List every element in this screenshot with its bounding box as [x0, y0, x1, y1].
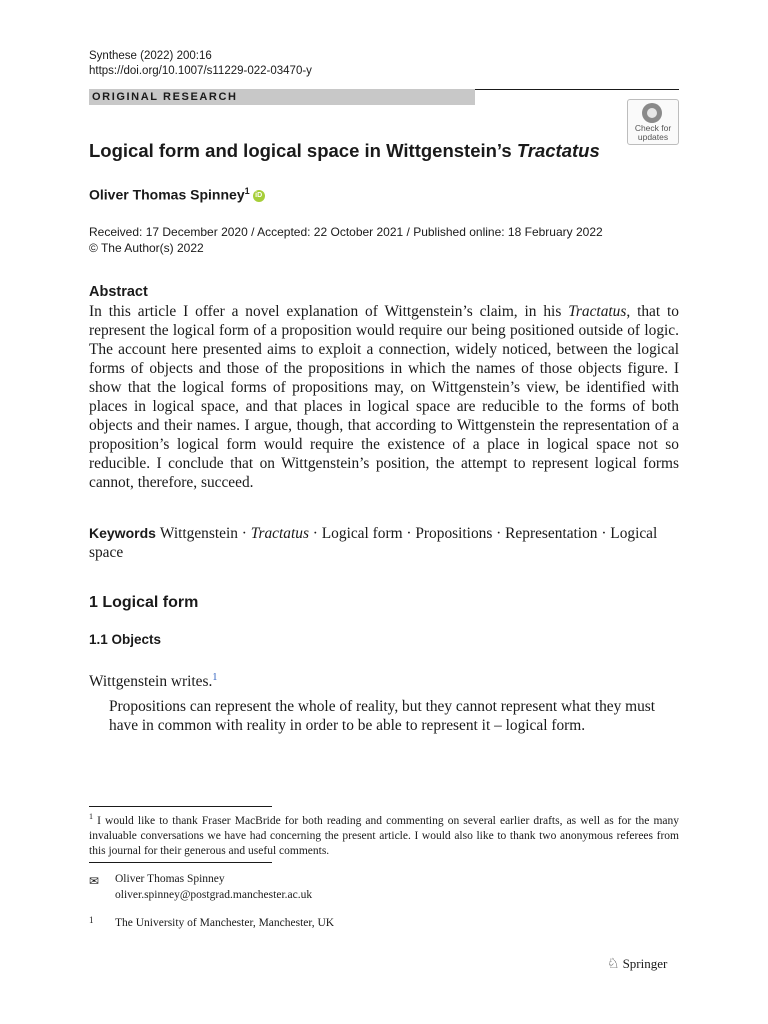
contact-name: Oliver Thomas Spinney — [115, 873, 225, 885]
subsection-heading-1-1: 1.1 Objects — [89, 632, 162, 647]
footnote-number: 1 — [89, 812, 93, 821]
block-quote: Propositions can represent the whole of reality, but they cannot represent what they must have in common with reality in order to be able to represent it – logical form. — [109, 698, 656, 734]
title-italic: Tractatus — [516, 140, 600, 161]
header-rule — [475, 89, 679, 90]
springer-horse-icon: ♘ — [607, 957, 620, 972]
body-paragraph: Wittgenstein writes.$^1$ — [89, 672, 218, 691]
article-type-label: ORIGINAL RESEARCH — [89, 89, 475, 105]
updates-icon — [642, 103, 662, 123]
author-name[interactable]: Oliver Thomas Spinney — [89, 186, 245, 203]
article-title — [89, 140, 600, 162]
copyright-line: © The Author(s) 2022 — [89, 241, 204, 255]
section-heading-1: 1 Logical form — [89, 594, 199, 611]
footnote-rule — [89, 806, 272, 807]
corresponding-author — [115, 871, 312, 903]
title-text: Logical form and logical space in Wittgenstein’s — [89, 140, 517, 161]
footnote-ref-1[interactable]: 1 — [212, 672, 218, 683]
journal-citation — [89, 49, 312, 79]
abstract-text: In this article I offer a novel explanation of Wittgenstein’s claim, in his Tractatus, that to represent the logical form of a proposition would require our being positioned outside of logic. The account here presented aims to exploit a connection, widely noticed, between the logical forms of objects and those of the propositions in which the names of those objects figure. I show that the logical forms of propositions may, on Wittgenstein’s view, be identified with places in logical space, and that places in logical space are reducible to the forms of both objects and their names. I argue, though, that according to Wittgenstein the representation of a proposition’s logical form would require the existence of a place in logical space not so reducible. I conclude that on Wittgenstein’s position, the attempt to represent logical forms cannot, therefore, succeed. — [89, 303, 679, 491]
affiliation-number: 1 — [89, 915, 94, 925]
contact-rule — [89, 862, 272, 863]
abstract-heading: Abstract — [89, 284, 148, 300]
publisher-name: Springer — [622, 956, 668, 971]
doi-link[interactable]: https://doi.org/10.1007/s11229-022-03470-y — [89, 65, 312, 77]
keywords: Keywords Wittgenstein · Tractatus · Logical form · Propositions · Representation · Logical space — [89, 525, 658, 561]
contact-email[interactable]: oliver.spinney@postgrad.manchester.ac.uk — [115, 889, 313, 901]
journal-volume: Synthese (2022) 200:16 — [89, 50, 212, 62]
author-line — [89, 186, 265, 203]
footnote-1: $^1$ I would like to thank Fraser MacBride for both reading and commenting on several earlier drafts, as well as for the many invaluable conversations we have had concerning the present article. I would also like to thank two anonymous referees from this journal for their generous and useful comments. — [89, 812, 680, 857]
envelope-icon: ✉ — [89, 874, 100, 888]
author-affil-sup: 1 — [244, 186, 250, 196]
publication-dates — [89, 224, 603, 256]
affiliation: The University of Manchester, Manchester, UK — [115, 917, 335, 929]
publisher-logo — [607, 956, 667, 973]
check-for-updates-badge[interactable] — [627, 99, 679, 145]
keywords-label: Keywords — [89, 525, 156, 541]
dates-line: Received: 17 December 2020 / Accepted: 22 October 2021 / Published online: 18 February 2022 — [89, 225, 603, 239]
orcid-icon[interactable]: iD — [253, 190, 265, 202]
badge-label: Check for updates — [634, 123, 672, 142]
